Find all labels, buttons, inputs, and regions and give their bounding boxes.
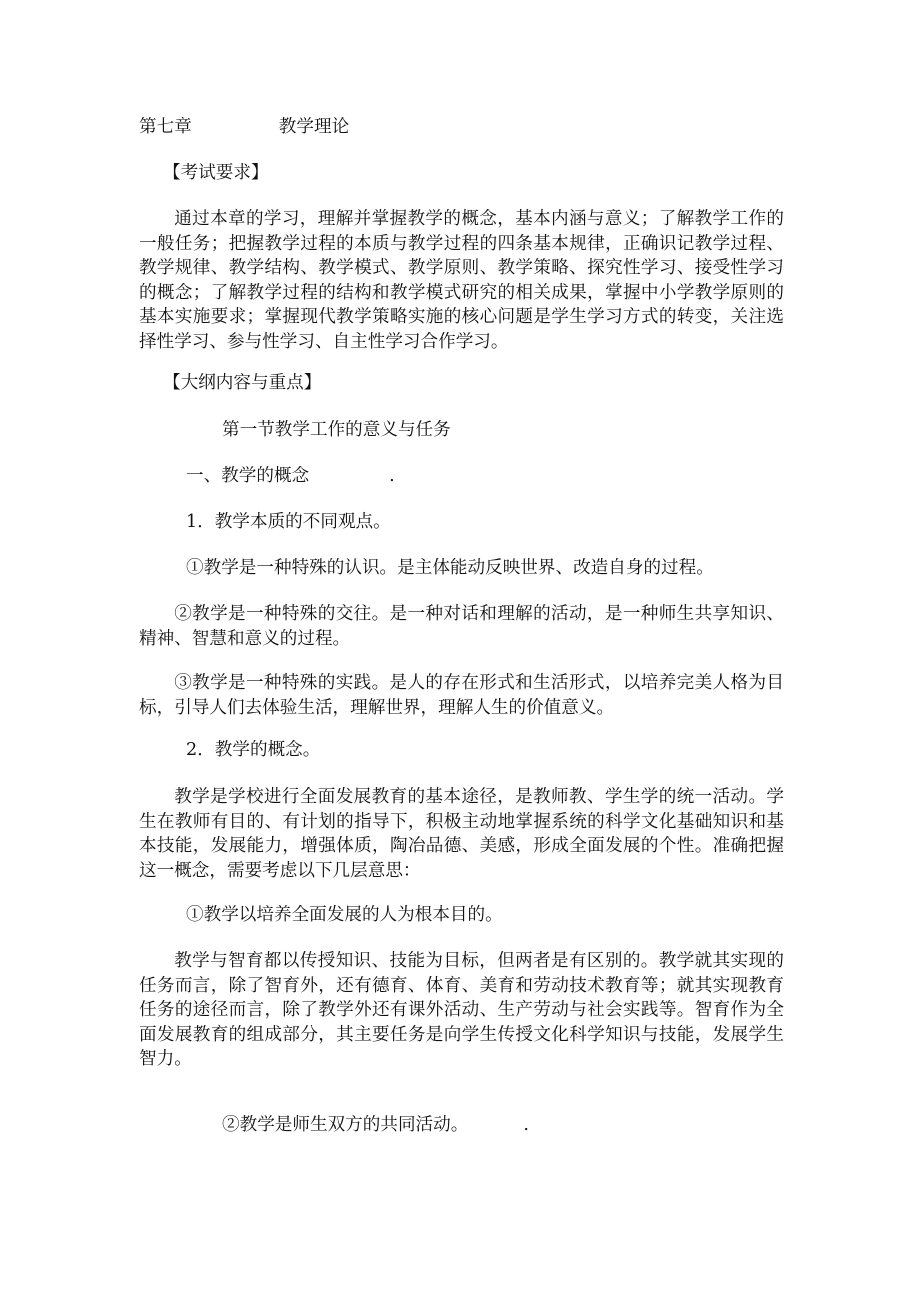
subheading-essence: 1．教学本质的不同观点。 (186, 512, 391, 532)
point-heading: ②教学是师生双方的共同活动。 (222, 1115, 469, 1135)
section-title: 第一节教学工作的意义与任务 (222, 420, 451, 440)
concept-heading-line (186, 464, 395, 488)
view-item: ③教学是一种特殊的实践。是人的存在形式和生活形式，以培养完美人格为目标，引导人们去体验生活，理解世界，理解人生的价值意义。 (139, 673, 784, 718)
chapter-title: 教学理论 (278, 117, 350, 137)
point-heading: ①教学以培养全面发展的人为根本目的。 (186, 905, 503, 925)
subheading-concept: 2．教学的概念。 (186, 740, 321, 760)
stray-dot: . (389, 466, 395, 486)
chapter-header (139, 115, 349, 139)
concept-body: 教学是学校进行全面发展教育的基本途径，是教师教、学生学的统一活动。学生在教师有目的、有计划的指导下，积极主动地掌握系统的科学文化基础知识和基本技能，发展能力，增强体质，陶冶品德、美感，形成全面发展的个性。准确把握这一概念，需要考虑以下几层意思： (139, 787, 784, 881)
outline-heading: 【大纲内容与重点】 (163, 373, 322, 393)
view-item: ②教学是一种特殊的交往。是一种对话和理解的活动，是一种师生共享知识、精神、智慧和意义的过程。 (139, 604, 784, 649)
concept-heading: 一、教学的概念 (186, 466, 310, 486)
point-body: 教学与智育都以传授知识、技能为目标，但两者是有区别的。教学就其实现的任务而言，除了智育外，还有德育、体育、美育和劳动技术教育等；就其实现教育任务的途径而言，除了教学外还有课外活动、生产劳动与社会实践等。智育作为全面发展教育的组成部分，其主要任务是向学生传授文化科学知识与技能，发展学生智力。 (139, 951, 784, 1069)
chapter-label: 第七章 (139, 117, 192, 137)
stray-dot: . (523, 1115, 529, 1135)
exam-requirements-heading: 【考试要求】 (163, 163, 269, 183)
exam-requirements-body: 通过本章的学习，理解并掌握教学的概念，基本内涵与意义；了解教学工作的一般任务；把握教学过程的本质与教学过程的四条基本规律，正确识记教学过程、教学规律、教学结构、教学模式、教学原则、教学策略、探究性学习、接受性学习的概念；了解教学过程的结构和教学模式研究的相关成果，掌握中小学教学原则的基本实施要求；掌握现代教学策略实施的核心问题是学生学习方式的转变，关注选择性学习、参与性学习、自主性学习合作学习。 (139, 209, 784, 352)
point2-heading-line (222, 1113, 529, 1137)
view-item: ①教学是一种特殊的认识。是主体能动反映世界、改造自身的过程。 (186, 558, 714, 578)
